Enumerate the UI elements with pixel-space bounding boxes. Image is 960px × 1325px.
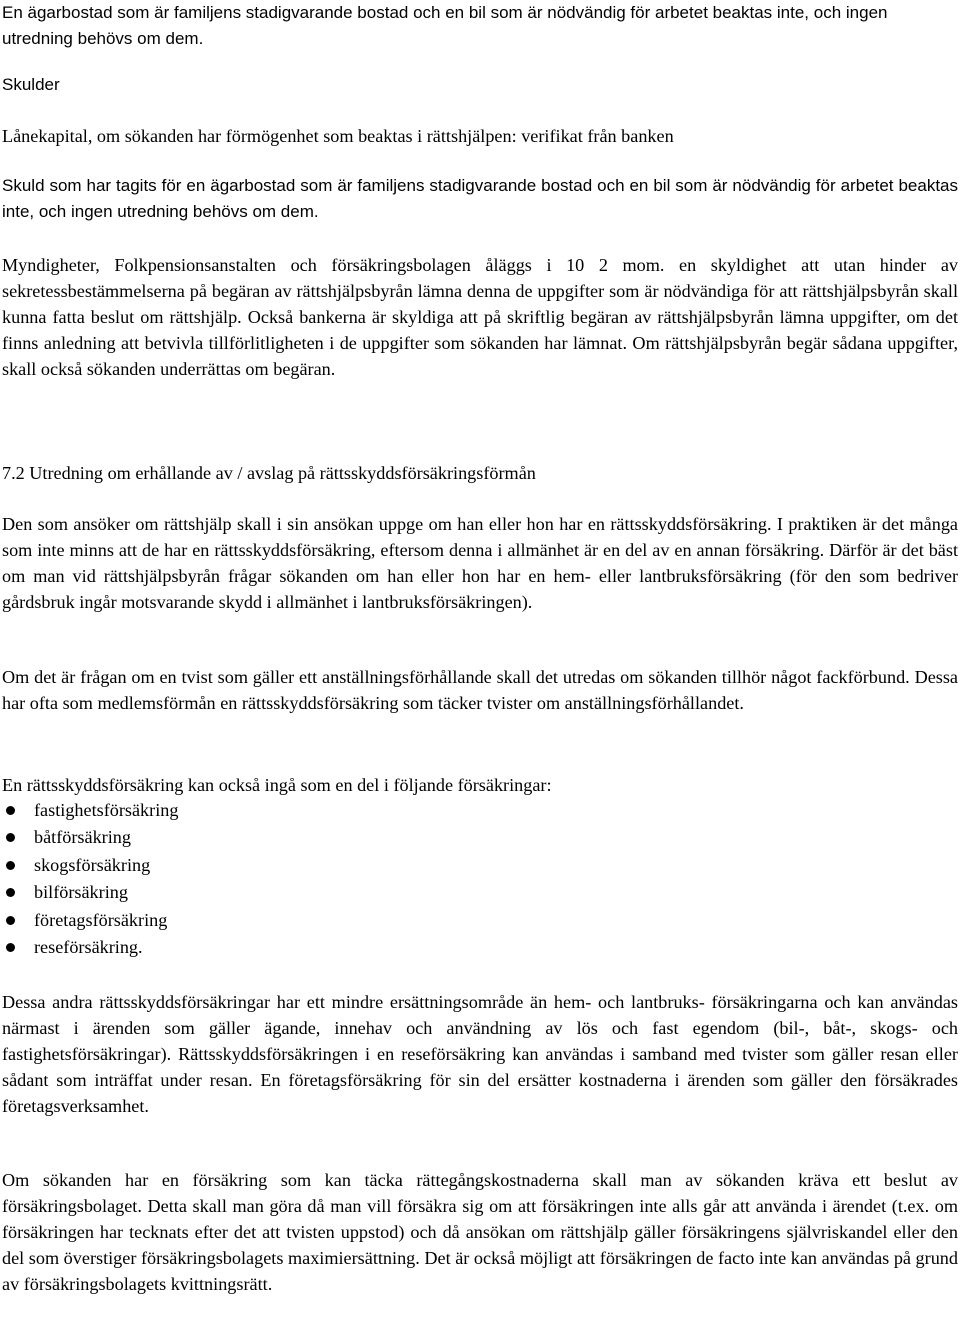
tvist-paragraph: Om det är frågan om en tvist som gäller ett anställningsförhållande skall det utredas om sökanden tillhör något fackförbund. Dessa har ofta som medlemsförmån en rättsskyddsförsäkring som täcker tvister om anställningsförhållandet.	[2, 667, 958, 713]
bullet-icon	[6, 806, 15, 815]
insurance-list	[2, 797, 702, 961]
skuld-paragraph: Skuld som har tagits för en ägarbostad som är familjens stadigvarande bostad och en bil som är nödvändig för arbetet beaktas inte, och ingen utredning behövs om dem.	[2, 176, 958, 221]
ansoker-paragraph: Den som ansöker om rättshjälp skall i sin ansökan uppge om han eller hon har en rättsskyddsförsäkring. I praktiken är det många som inte minns att de har en rättsskyddsförsäkring, eftersom denna i allmänhet är en del av en annan försäkring. Därför är det bäst om man vid rättshjälpsbyrån frågar sökanden om han eller hon har en hem- eller lantbruksförsäkring (för den som bedriver gårdsbruk ingår motsvarande skydd i allmänhet i lantbruksförsäkringen).	[2, 514, 958, 612]
intro-paragraph: En ägarbostad som är familjens stadigvarande bostad och en bil som är nödvändig för arbetet beaktas inte, och ingen utredning behövs om dem.	[2, 3, 888, 48]
bullet-icon	[6, 916, 15, 925]
bullet-icon	[6, 861, 15, 870]
lanekapital-paragraph: Lånekapital, om sökanden har förmögenhet som beaktas i rättshjälpen: verifikat från banken	[2, 126, 674, 146]
list-item: företagsförsäkring	[2, 907, 702, 934]
list-item: reseförsäkring.	[2, 934, 702, 961]
list-intro: En rättsskyddsförsäkring kan också ingå som en del i följande försäkringar:	[2, 775, 552, 795]
list-item: båtförsäkring	[2, 824, 702, 851]
dessa-paragraph: Dessa andra rättsskyddsförsäkringar har ett mindre ersättningsområde än hem- och lantbruks- försäkringarna och kan användas närmast i ärenden som gäller ägande, innehav och användning av lös och fast egendom (bil-, båt-, skogs- och fastighetsförsäkringar). Rättsskyddsförsäkringen i en reseförsäkring kan användas i samband med tvister som gäller resan eller sådant som inträffat under resan. En företagsförsäkring för sin del ersätter kostnaderna i ärenden som gäller den försäkrades företagsverksamhet.	[2, 992, 958, 1116]
bullet-icon	[6, 833, 15, 842]
section-heading: 7.2 Utredning om erhållande av / avslag på rättsskyddsförsäkringsförmån	[2, 463, 536, 483]
bullet-icon	[6, 943, 15, 952]
bullet-icon	[6, 888, 15, 897]
myndigheter-paragraph: Myndigheter, Folkpensionsanstalten och försäkringsbolagen åläggs i 10 2 mom. en skyldighet att utan hinder av sekretessbestämmelserna på begäran av rättshjälpsbyrån lämna denna de uppgifter som är nödvändiga för att rättshjälpsbyrån skall kunna fatta beslut om rättshjälp. Också bankerna är skyldiga att på skriftlig begäran av rättshjälpsbyrån lämna uppgifter, om det finns anledning att betvivla tillförlitligheten i de uppgifter som sökanden har lämnat. Om rättshjälpsbyrån begär sådana uppgifter, skall också sökanden underrättas om begäran.	[2, 255, 958, 379]
list-item: fastighetsförsäkring	[2, 797, 702, 824]
om-sokanden-paragraph: Om sökanden har en försäkring som kan täcka rättegångskostnaderna skall man av sökanden kräva ett beslut av försäkringsbolaget. Detta skall man göra då man vill försäkra sig om att försäkringen inte alls går att använda i ärendet (t.ex. om försäkringen har tecknats efter det att tvisten uppstod) och då ansökan om rättshjälp gäller försäkringens självriskandel eller den del som överstiger försäkringsbolagets maximiersättning. Det är också möjligt att försäkringen de facto inte kan användas på grund av försäkringsbolagets kvittningsrätt.	[2, 1170, 958, 1294]
skulder-heading: Skulder	[2, 75, 60, 94]
list-item: bilförsäkring	[2, 879, 702, 906]
list-item: skogsförsäkring	[2, 852, 702, 879]
